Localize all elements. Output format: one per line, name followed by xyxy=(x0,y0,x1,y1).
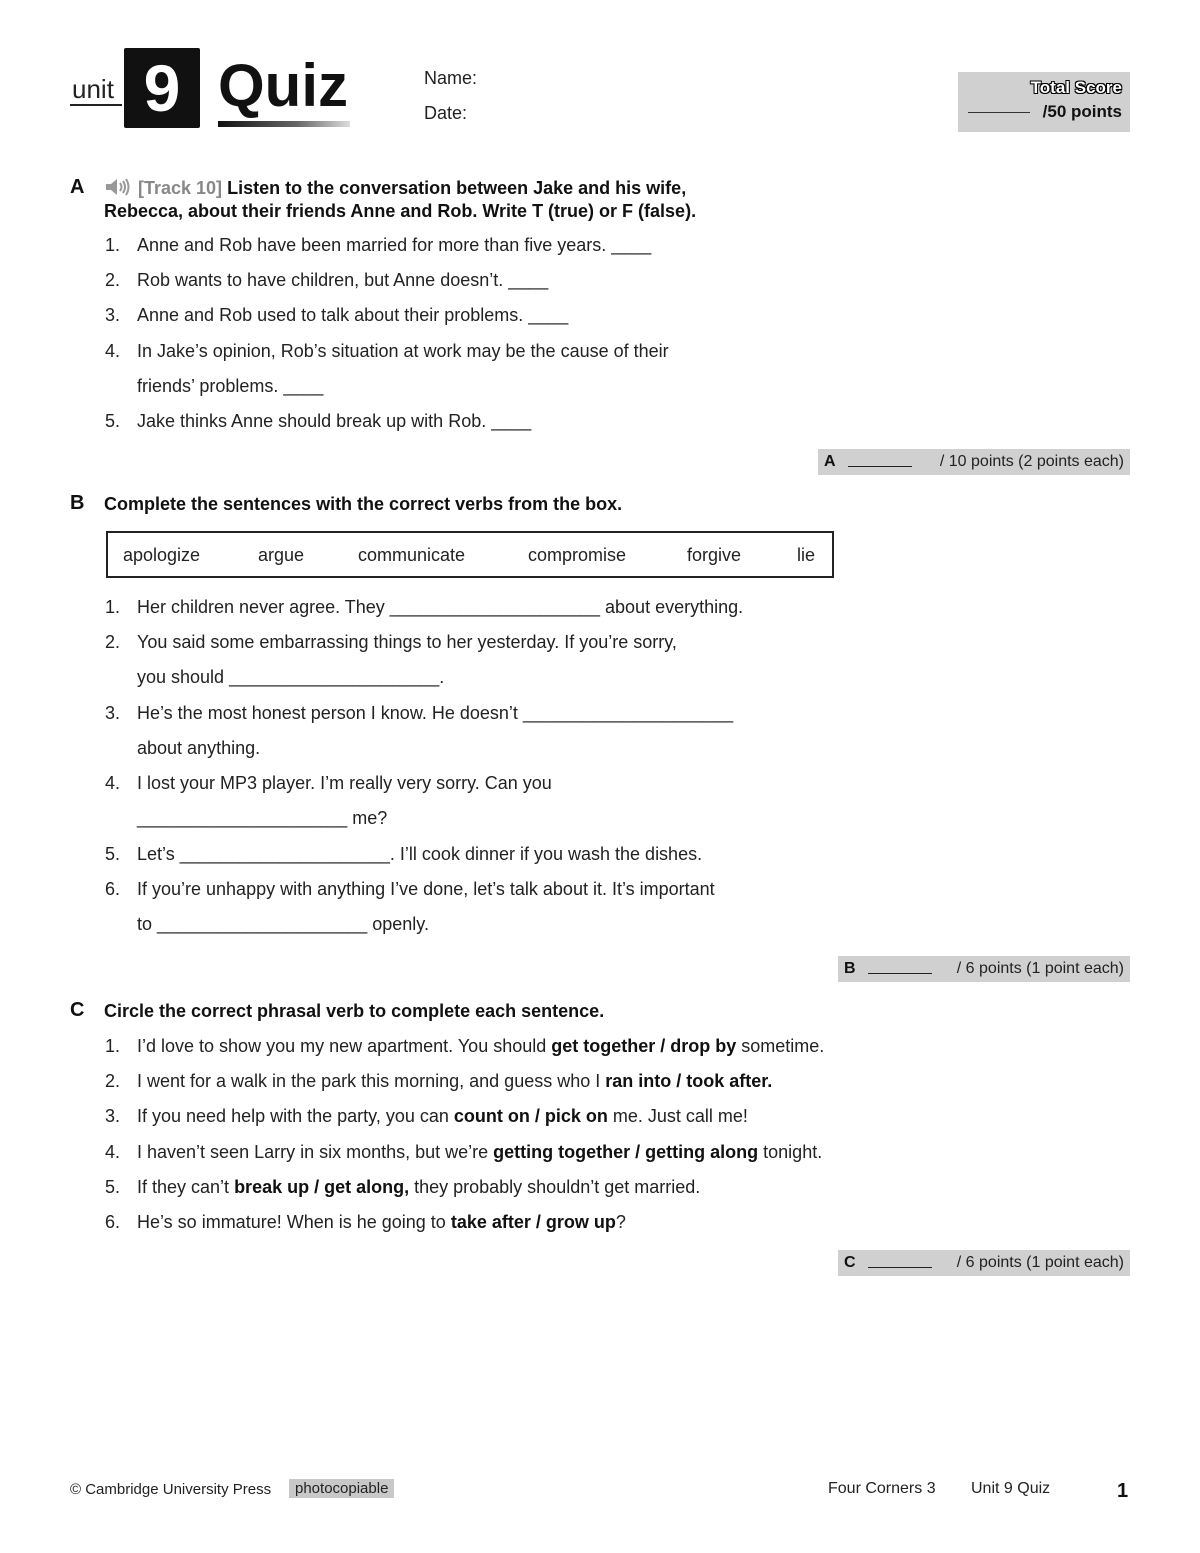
page-number: 1 xyxy=(1117,1480,1129,1502)
answer-choices[interactable]: break up / get along, xyxy=(234,1177,410,1197)
list-item: I’d love to show you my new apartment. You should get together / drop by sometime. xyxy=(137,1036,825,1056)
list-item: You said some embarrassing things to her yesterday. If you’re sorry, xyxy=(137,632,677,652)
section-b-score-text: / 6 points (1 point each) xyxy=(956,960,1124,977)
list-item: I lost your MP3 player. I’m really very sorry. Can you xyxy=(137,773,552,793)
list-item-number: 2. xyxy=(104,632,120,652)
list-item: If you’re unhappy with anything I’ve done, let’s talk about it. It’s important xyxy=(137,879,715,899)
section-a-score xyxy=(818,449,1130,475)
list-item-number: 6. xyxy=(104,879,120,899)
track-label: [Track 10] xyxy=(138,178,223,198)
answer-choices[interactable]: take after / grow up xyxy=(450,1212,616,1232)
list-item-number: 1. xyxy=(104,1036,120,1056)
score-blank xyxy=(868,1267,932,1268)
list-item-number: 1. xyxy=(104,597,120,617)
photocopiable-badge: photocopiable xyxy=(289,1479,394,1498)
date-label: Date: xyxy=(424,103,468,123)
list-item-number: 3. xyxy=(104,1106,120,1126)
answer-choices[interactable]: get together / drop by xyxy=(551,1036,737,1056)
section-b-score xyxy=(838,956,1130,982)
list-item: Anne and Rob have been married for more than five years. ____ xyxy=(137,235,652,255)
list-item-number: 6. xyxy=(104,1212,120,1232)
list-item: I went for a walk in the park this morning, and guess who I ran into / took after. xyxy=(137,1071,773,1091)
list-item-number: 3. xyxy=(104,305,120,325)
list-item-continuation: you should _____________________. xyxy=(137,667,445,687)
name-label: Name: xyxy=(424,68,478,88)
total-score-points: /50 points xyxy=(1042,102,1122,121)
list-item-continuation: about anything. xyxy=(137,738,261,758)
list-item: Rob wants to have children, but Anne doesn’t. ____ xyxy=(137,270,549,290)
list-item-number: 5. xyxy=(104,844,120,864)
list-item-continuation: friends’ problems. ____ xyxy=(137,376,324,396)
section-b-score-letter: B xyxy=(844,960,856,977)
box-word: communicate xyxy=(358,545,466,565)
section-a-score-letter: A xyxy=(824,453,836,470)
list-item-number: 2. xyxy=(104,270,120,290)
list-item: In Jake’s opinion, Rob’s situation at work may be the cause of their xyxy=(137,341,669,361)
box-word: apologize xyxy=(123,545,201,565)
list-item: Jake thinks Anne should break up with Rob. ____ xyxy=(137,411,532,431)
section-b-letter: B xyxy=(70,492,85,514)
total-score-label: Total Score xyxy=(1030,78,1122,97)
list-item: I haven’t seen Larry in six months, but we’re getting together / getting along tonight. xyxy=(137,1142,823,1162)
box-word: lie xyxy=(797,545,816,565)
total-score-box xyxy=(958,72,1130,132)
list-item: If you need help with the party, you can count on / pick on me. Just call me! xyxy=(137,1106,748,1126)
list-item: He’s the most honest person I know. He doesn’t _____________________ xyxy=(137,703,734,723)
section-c-score xyxy=(838,1250,1130,1276)
list-item-number: 1. xyxy=(104,235,120,255)
score-blank xyxy=(868,973,932,974)
title-underline xyxy=(218,121,350,127)
list-item-continuation: to _____________________ openly. xyxy=(137,914,429,934)
score-blank xyxy=(848,466,912,467)
list-item-continuation: _____________________ me? xyxy=(137,808,388,828)
list-item: He’s so immature! When is he going to take after / grow up? xyxy=(137,1212,626,1232)
list-item-number: 5. xyxy=(104,411,120,431)
unit-number: 9 xyxy=(124,48,200,128)
list-item-number: 4. xyxy=(104,1142,120,1162)
box-word: forgive xyxy=(687,545,742,565)
list-item: Let’s _____________________. I’ll cook dinner if you wash the dishes. xyxy=(137,844,703,864)
page-title: Quiz xyxy=(218,52,348,119)
list-item: If they can’t break up / get along, they probably shouldn’t get married. xyxy=(137,1177,701,1197)
box-word: argue xyxy=(258,545,305,565)
list-item-number: 2. xyxy=(104,1071,120,1091)
list-item-number: 4. xyxy=(104,341,120,361)
section-b-instruction: Complete the sentences with the correct verbs from the box. xyxy=(104,494,623,514)
unit-label: unit xyxy=(72,74,114,104)
section-c-instruction: Circle the correct phrasal verb to complete each sentence. xyxy=(104,1001,605,1021)
copyright: © Cambridge University Press xyxy=(70,1481,272,1498)
section-c-letter: C xyxy=(70,999,85,1021)
book-title: Four Corners 3 xyxy=(828,1480,936,1497)
section-a-instruction-line2: Rebecca, about their friends Anne and Rob. Write T (true) or F (false). xyxy=(104,201,697,221)
list-item-number: 5. xyxy=(104,1177,120,1197)
section-c-score-text: / 6 points (1 point each) xyxy=(956,1254,1124,1271)
section-c-score-letter: C xyxy=(844,1254,856,1271)
list-item-number: 4. xyxy=(104,773,120,793)
answer-choices[interactable]: count on / pick on xyxy=(453,1106,608,1126)
list-item: Her children never agree. They _____________________ about everything. xyxy=(137,597,744,617)
list-item: Anne and Rob used to talk about their problems. ____ xyxy=(137,305,569,325)
unit-underline xyxy=(70,104,122,106)
quiz-label: Unit 9 Quiz xyxy=(971,1480,1051,1497)
list-item-number: 3. xyxy=(104,703,120,723)
section-a-letter: A xyxy=(70,176,85,198)
box-word: compromise xyxy=(528,545,627,565)
total-score-blank xyxy=(968,112,1030,113)
answer-choices[interactable]: getting together / getting along xyxy=(493,1142,759,1162)
answer-choices[interactable]: ran into / took after. xyxy=(605,1071,773,1091)
section-a-instruction-line1: Listen to the conversation between Jake and his wife, xyxy=(227,178,687,198)
section-a-score-text: / 10 points (2 points each) xyxy=(939,453,1124,470)
